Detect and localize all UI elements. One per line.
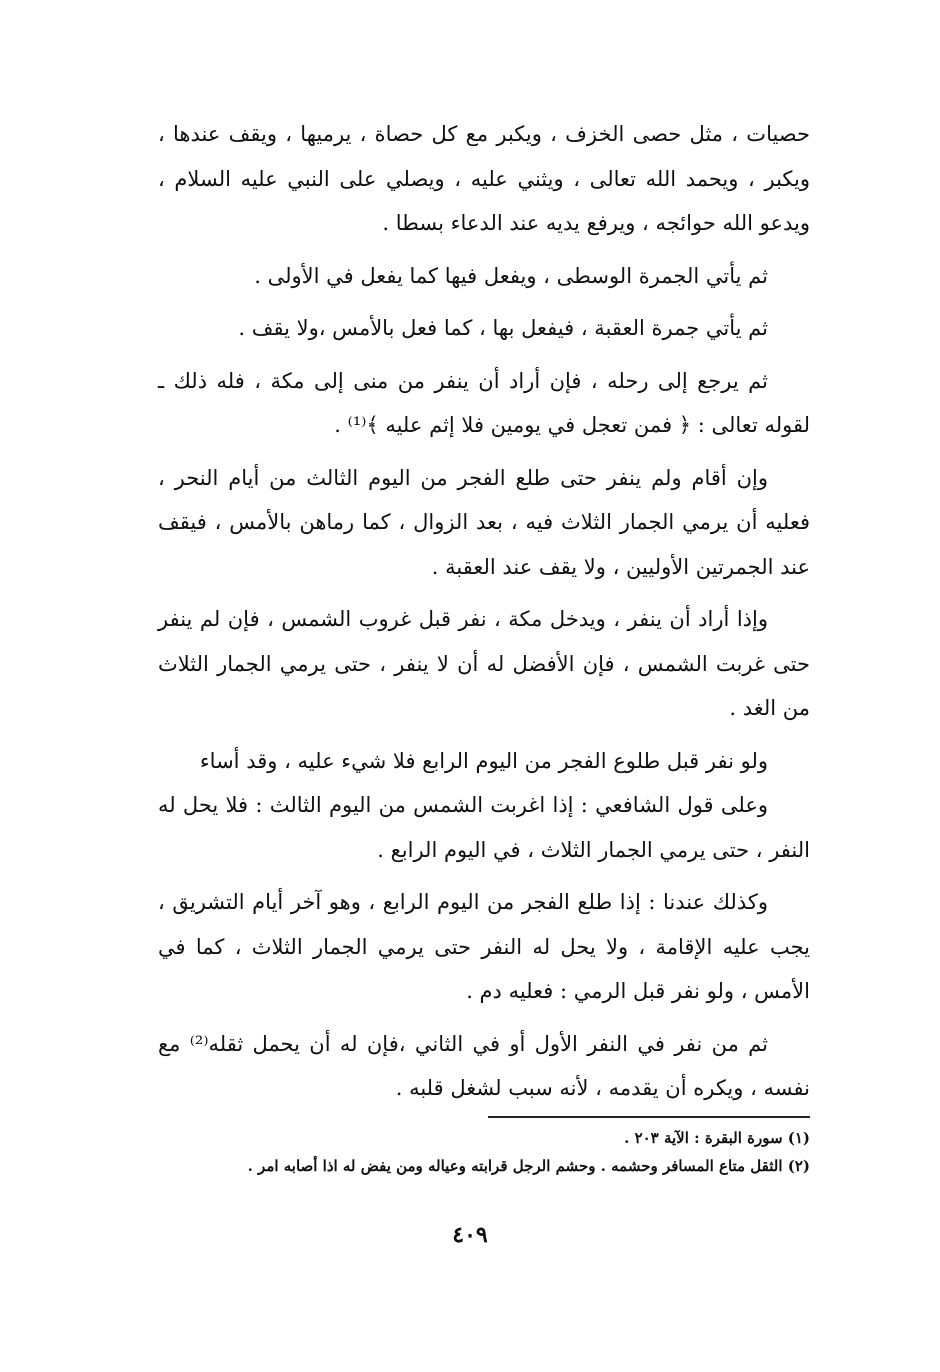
paragraph-5: وإن أقام ولم ينفر حتى طلع الفجر من اليوم الثالث من أيام النحر ، فعليه أن يرمي الجمار الثلاث فيه ، بعد الزوال ، كما رماهن بالأمس ، فيقف عند الجمرتين الأوليين ، ولا يقف عند العقبة .	[158, 465, 810, 579]
footnotes	[158, 1124, 810, 1180]
footnote-1: (١) سورة البقرة : الآية ٢٠٣ .	[624, 1129, 810, 1147]
page-number: ٤٠٩	[452, 1222, 488, 1248]
footnote-2: (٢) الثقل متاع المسافر وحشمه . وحشم الرجل قرابته وعياله ومن يفض له اذا أصابه امر .	[247, 1157, 810, 1175]
body-text	[158, 112, 810, 1119]
paragraph-9: وكذلك عندنا : إذا طلع الفجر من اليوم الرابع ، وهو آخر أيام التشريق ، يجب عليه الإقامة ، ولا يحل له النفر حتى يرمي الجمار الثلاث ، كما في الأمس ، ولو نفر قبل الرمي : فعليه دم .	[158, 890, 810, 1003]
paragraph-2: ثم يأتي الجمرة الوسطى ، ويفعل فيها كما يفعل في الأولى .	[254, 263, 768, 288]
paragraph-10: ثم من نفر في النفر الأول أو في الثاني ،فإن له أن يحمل ثقله⁽²⁾ مع نفسه ، ويكره أن يقدمه ، لأنه سبب لشغل قلبه .	[158, 1031, 810, 1100]
footnote-divider	[488, 1116, 810, 1118]
paragraph-4: ثم يرجع إلى رحله ، فإن أراد أن ينفر من منى إلى مكة ، فله ذلك ـ لقوله تعالى : ﴿ فمن تعجل في يومين فلا إثم عليه ﴾⁽¹⁾ .	[158, 368, 810, 437]
paragraph-3: ثم يأتي جمرة العقبة ، فيفعل بها ، كما فعل بالأمس ،ولا يقف .	[238, 316, 768, 340]
paragraph-8: وعلى قول الشافعي : إذا اغربت الشمس من اليوم الثالث : فلا يحل له النفر ، حتى يرمي الجمار الثلاث ، في اليوم الرابع .	[158, 793, 810, 862]
paragraph-6: وإذا أراد أن ينفر ، ويدخل مكة ، نفر قبل غروب الشمس ، فإن لم ينفر حتى غربت الشمس ، فإن الأفضل له أن لا ينفر ، حتى يرمي الجمار الثلاث من الغد .	[158, 607, 810, 720]
paragraph-7: ولو نفر قبل طلوع الفجر من اليوم الرابع فلا شيء عليه ، وقد أساء	[199, 748, 768, 773]
paragraph-1: حصيات ، مثل حصى الخزف ، ويكبر مع كل حصاة ، يرميها ، ويقف عندها ، ويكبر ، ويحمد الله تعالى ، ويثني عليه ، ويصلي على النبي عليه السلام ، ويدعو الله حوائجه ، ويرفع يديه عند الدعاء بسطا .	[158, 122, 810, 235]
